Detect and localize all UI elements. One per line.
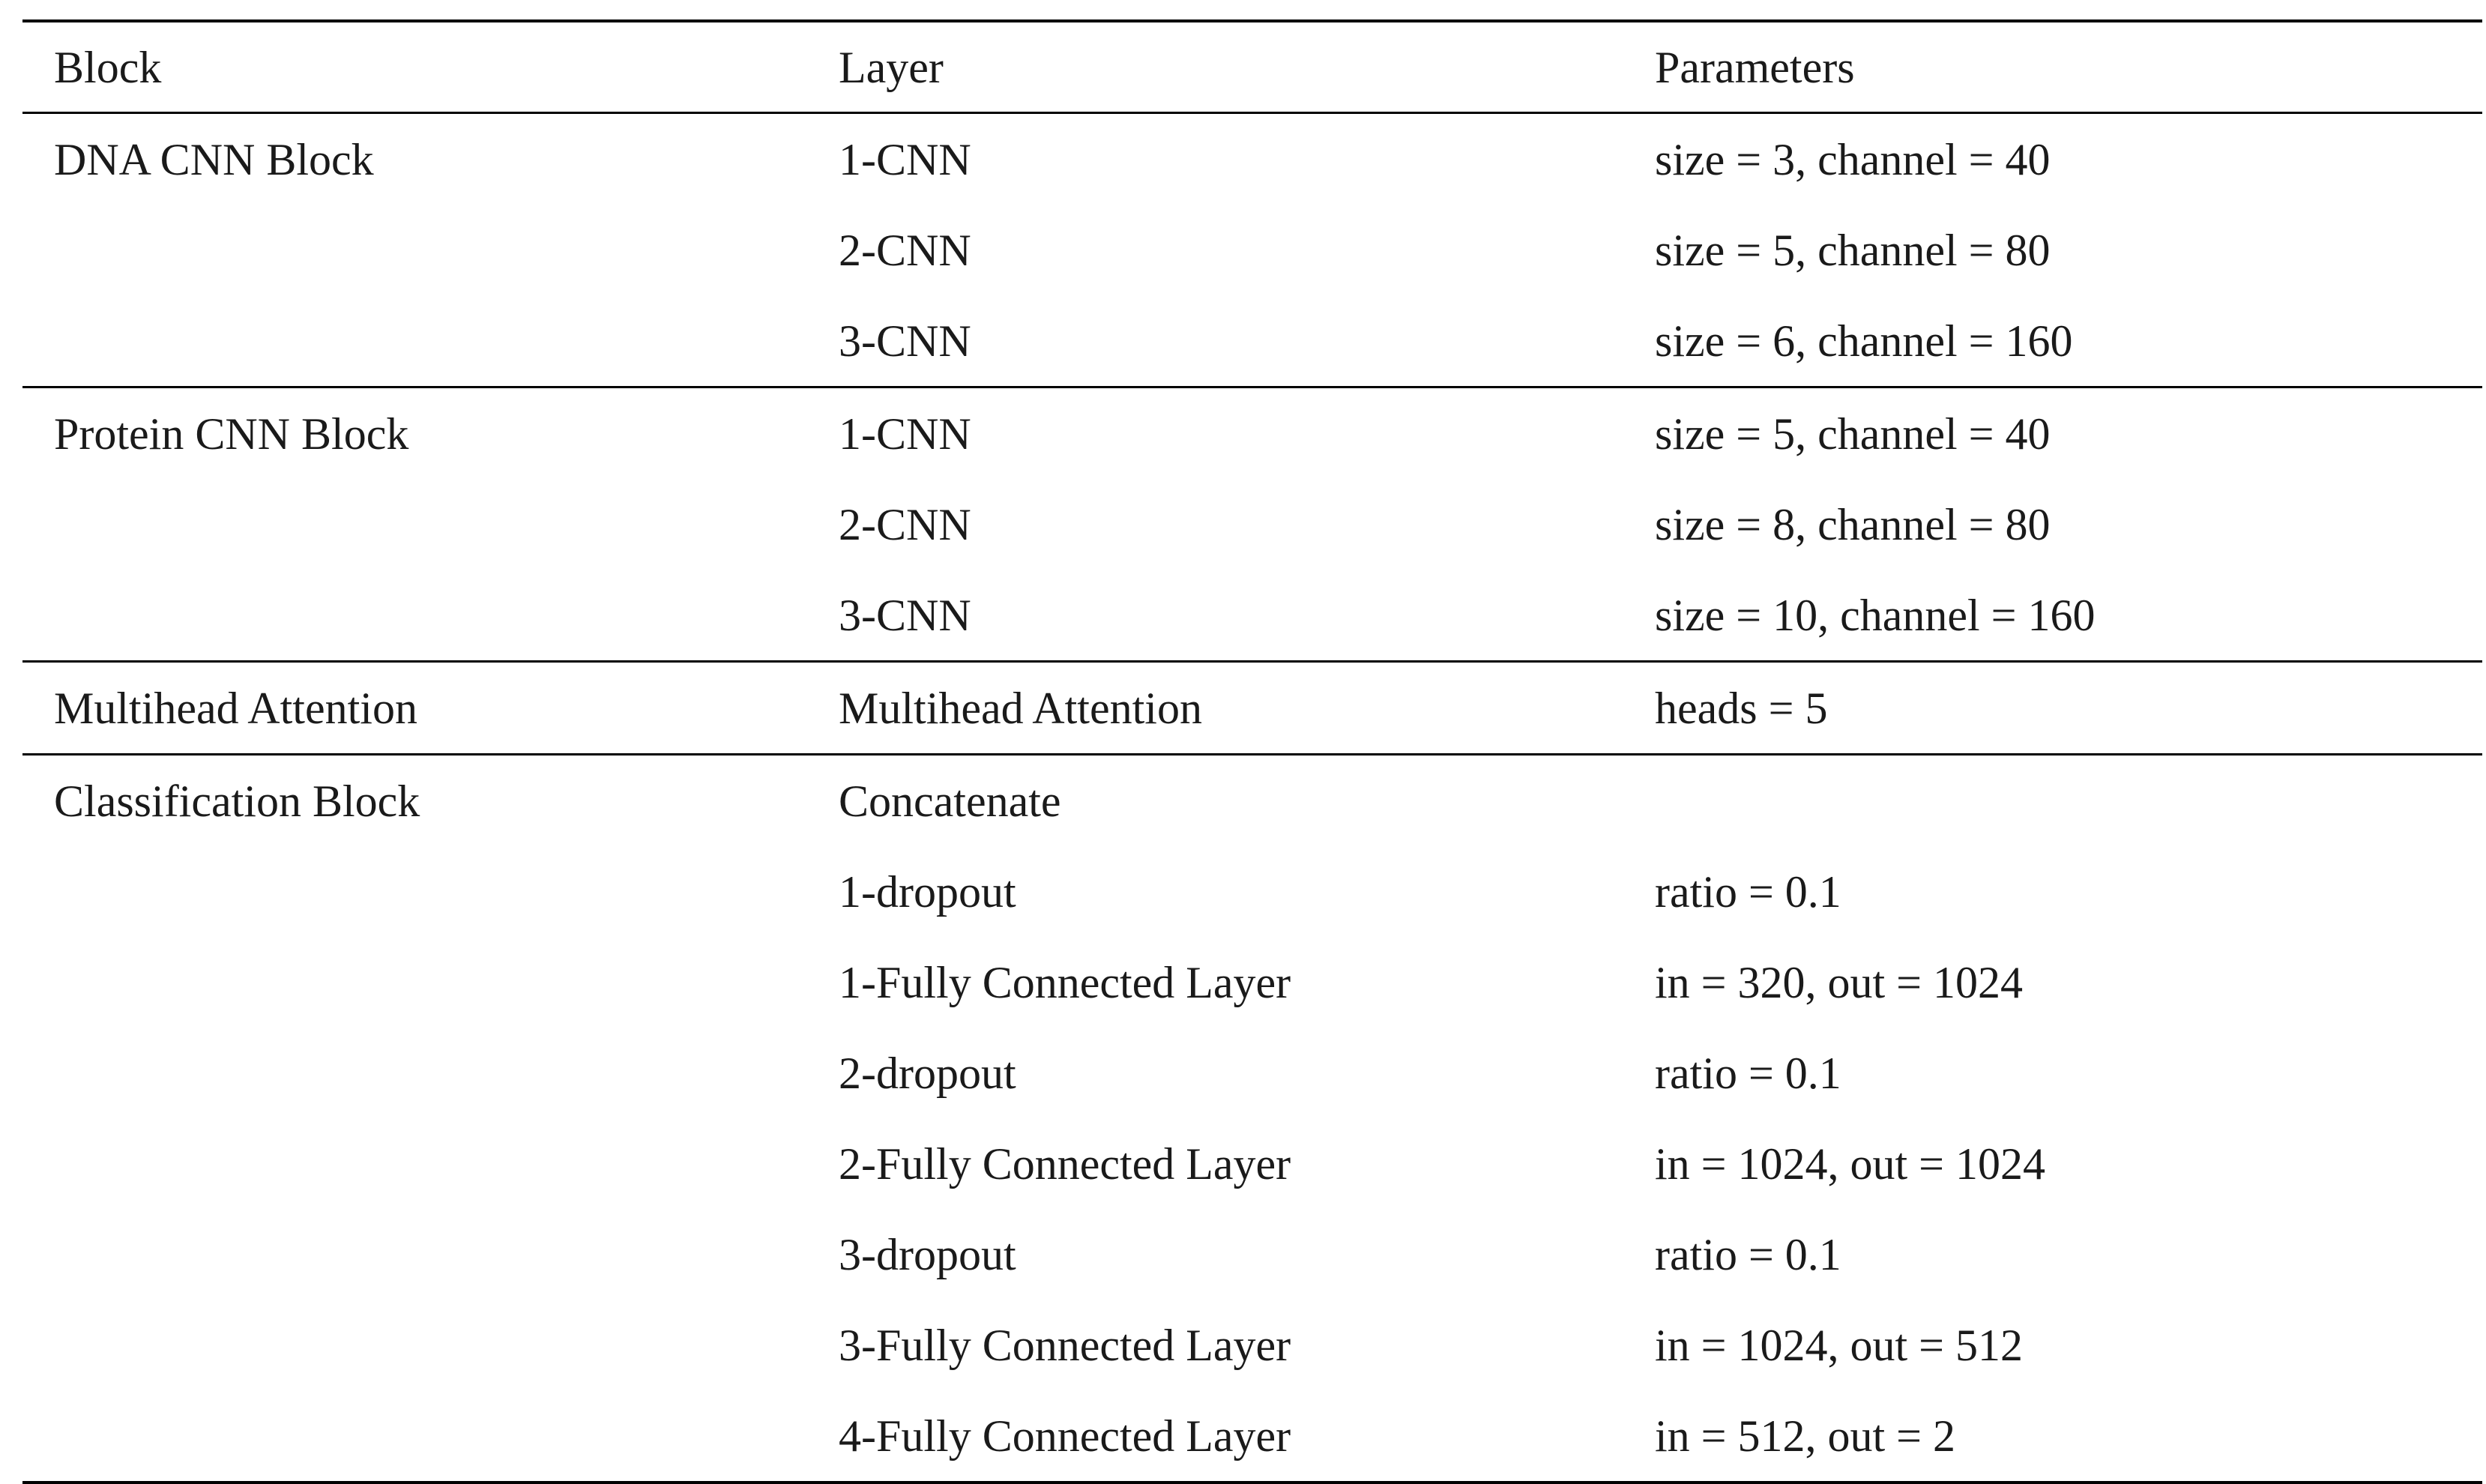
table-row (22, 1209, 2482, 1300)
parameters-cell: ratio = 0.1 (1655, 866, 1841, 917)
layer-cell: 1-CNN (839, 134, 971, 184)
parameters-cell: size = 5, channel = 40 (1655, 408, 2051, 459)
layer-cell: 4-Fully Connected Layer (839, 1411, 1291, 1461)
block-cell: Protein CNN Block (54, 408, 409, 459)
layer-cell: 2-CNN (839, 225, 971, 275)
parameters-cell: size = 3, channel = 40 (1655, 134, 2051, 184)
table-row (22, 388, 2482, 479)
parameters-cell: ratio = 0.1 (1655, 1048, 1841, 1098)
table-row (22, 479, 2482, 570)
layer-cell: 1-dropout (839, 866, 1016, 917)
header-block: Block (54, 42, 162, 92)
table-bottom-rule (22, 1481, 2482, 1484)
layer-cell: 2-dropout (839, 1048, 1016, 1098)
parameters-cell: size = 5, channel = 80 (1655, 225, 2051, 275)
layer-cell: 2-Fully Connected Layer (839, 1138, 1291, 1189)
parameters-cell: in = 1024, out = 512 (1655, 1320, 2024, 1370)
table-body (22, 114, 2482, 1484)
layer-cell: Concatenate (839, 776, 1061, 826)
table-row (22, 1028, 2482, 1118)
block-cell: DNA CNN Block (54, 134, 374, 184)
table-row (22, 570, 2482, 660)
table-row (22, 1118, 2482, 1209)
parameters-cell: size = 8, channel = 80 (1655, 499, 2051, 549)
block-cell: Classification Block (54, 776, 420, 826)
table-row (22, 663, 2482, 753)
table-row (22, 1390, 2482, 1481)
block-cell: Multihead Attention (54, 683, 417, 733)
parameters-cell: in = 320, out = 1024 (1655, 957, 2024, 1007)
table-row (22, 295, 2482, 386)
layer-cell: 3-dropout (839, 1229, 1016, 1279)
table-row (22, 1300, 2482, 1390)
table-row (22, 205, 2482, 295)
table-header-row (22, 22, 2482, 112)
layer-cell: 2-CNN (839, 499, 971, 549)
header-layer: Layer (839, 42, 944, 92)
parameters-cell: heads = 5 (1655, 683, 1828, 733)
table-row (22, 846, 2482, 937)
parameters-cell: in = 512, out = 2 (1655, 1411, 1956, 1461)
layer-cell: 1-Fully Connected Layer (839, 957, 1291, 1007)
header-parameters: Parameters (1655, 42, 1855, 92)
model-architecture-table (22, 19, 2482, 1484)
layer-cell: 3-CNN (839, 316, 971, 366)
parameters-cell: ratio = 0.1 (1655, 1229, 1841, 1279)
layer-cell: 1-CNN (839, 408, 971, 459)
table-row (22, 937, 2482, 1028)
parameters-cell: size = 10, channel = 160 (1655, 590, 2096, 640)
layer-cell: 3-Fully Connected Layer (839, 1320, 1291, 1370)
table-row (22, 755, 2482, 846)
layer-cell: Multihead Attention (839, 683, 1202, 733)
parameters-cell: in = 1024, out = 1024 (1655, 1138, 2046, 1189)
parameters-cell: size = 6, channel = 160 (1655, 316, 2073, 366)
layer-cell: 3-CNN (839, 590, 971, 640)
table-row (22, 114, 2482, 205)
